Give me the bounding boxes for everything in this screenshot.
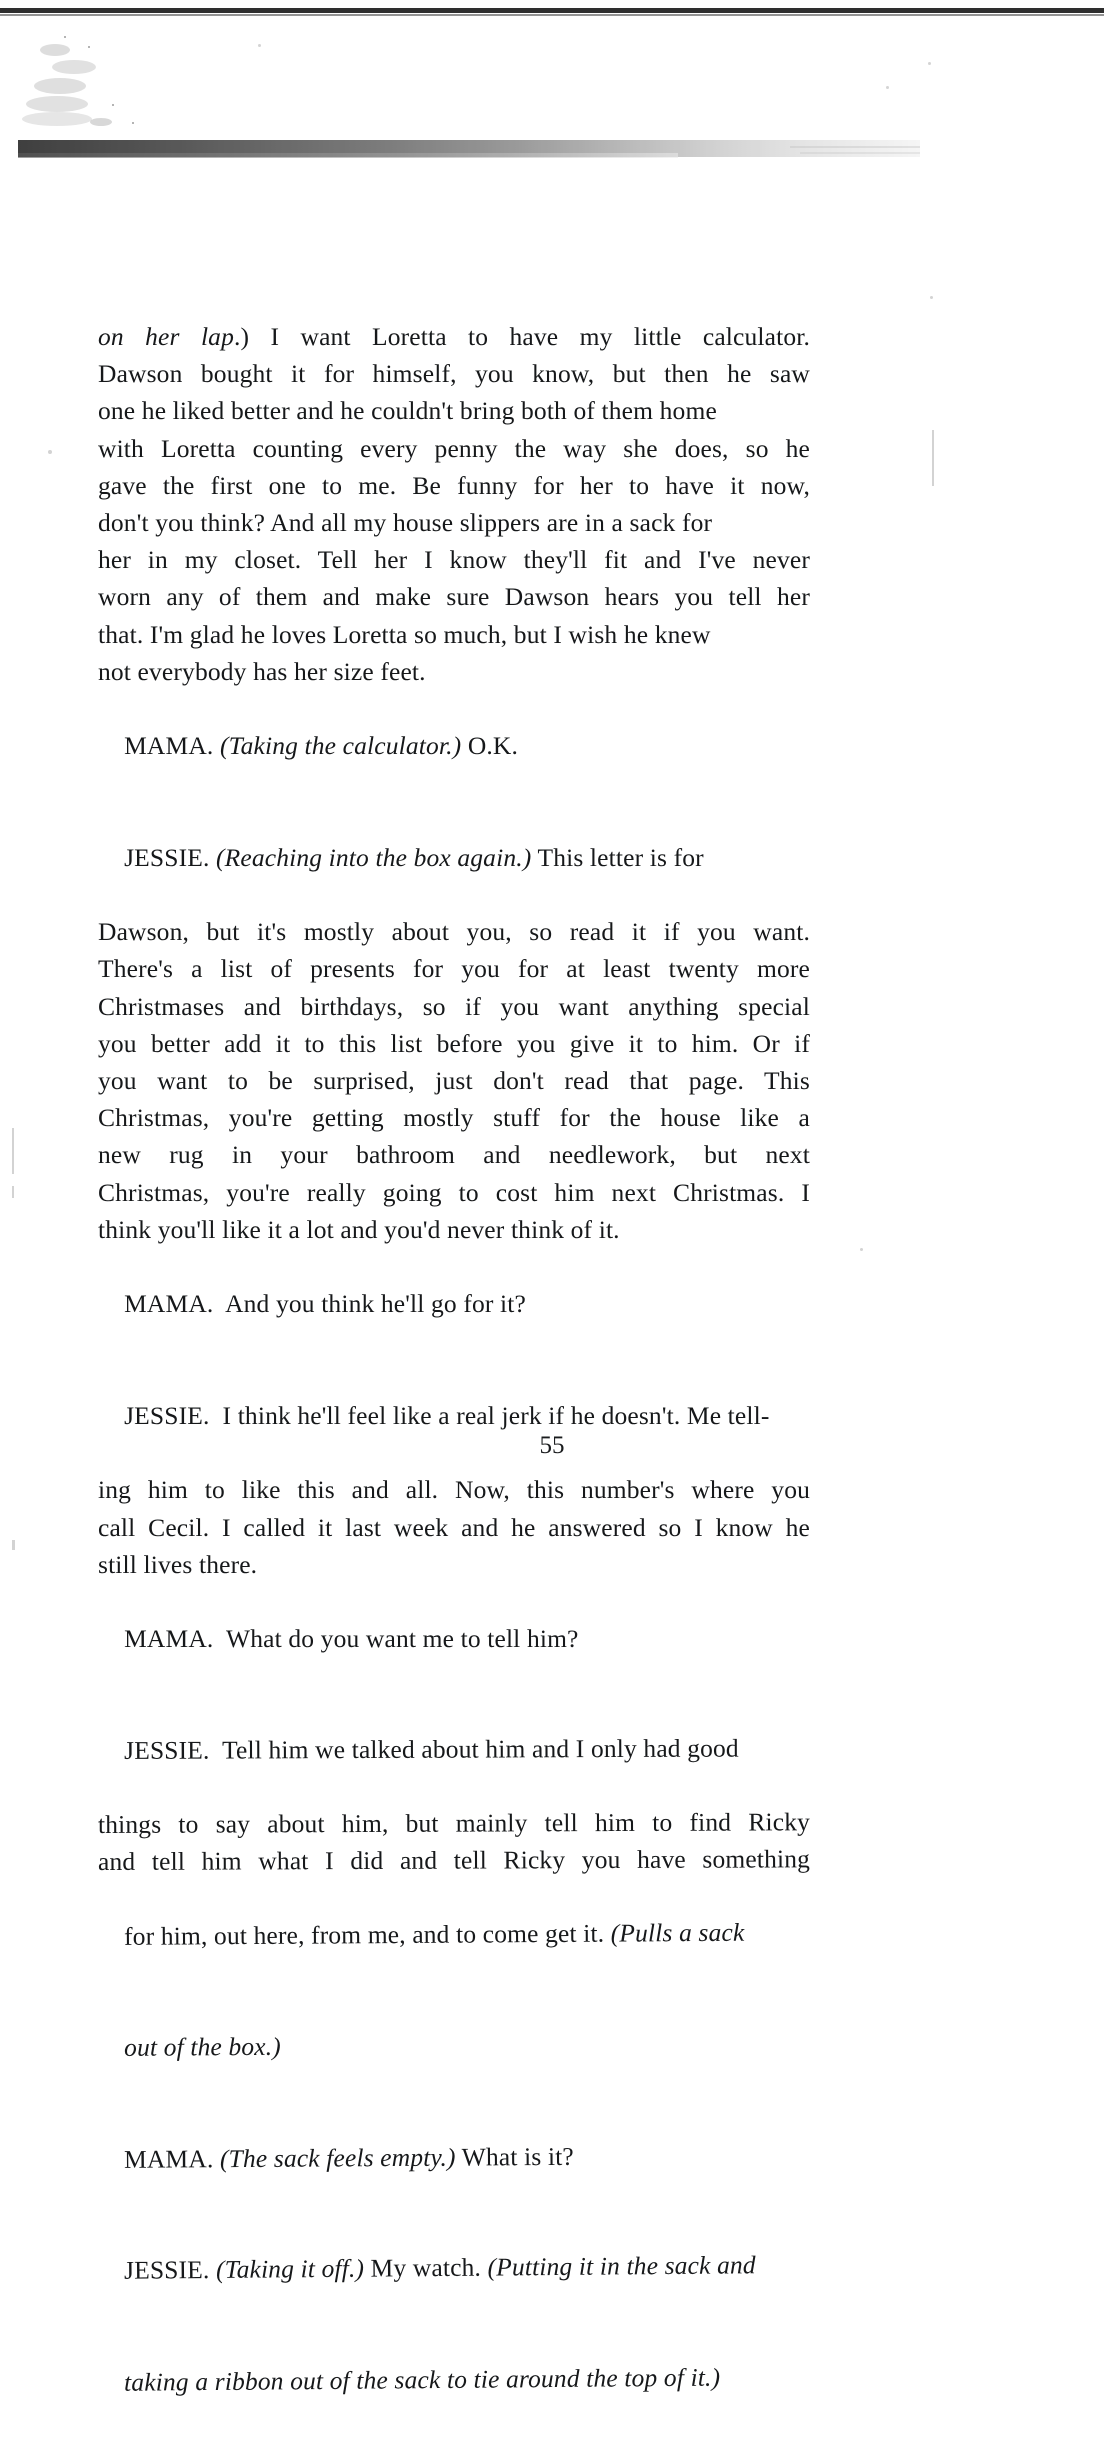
dialogue-text: And you think he'll go for it? [225, 1289, 526, 1319]
text-line: Christmas, you're really going to cost him next Christmas. I [98, 1177, 810, 1207]
text-line: Dawson bought it for himself, you know, but then he saw [98, 359, 810, 389]
dialogue-line [98, 2099, 811, 2215]
text-line [98, 318, 810, 355]
text-line: worn any of them and make sure Dawson hears you tell her [98, 582, 810, 612]
text-line: you better add it to this list before you give it to him. Or if [98, 1028, 810, 1058]
text-line: new rug in your bathroom and needlework, but next [98, 1140, 810, 1170]
text-line: with Loretta counting every penny the way she does, so he [98, 433, 810, 463]
speaker-name: MAMA. [124, 731, 214, 761]
scan-smudge [52, 60, 96, 74]
margin-speck [12, 1128, 14, 1174]
text-run: .) I want Loretta to have my little calculator. [233, 322, 810, 351]
text-line: Christmas, you're getting mostly stuff for the house like a [98, 1103, 810, 1133]
scan-speck [88, 46, 90, 48]
dialogue-text: This letter is for [537, 842, 704, 872]
margin-speck [12, 1540, 15, 1550]
speaker-name: JESSIE. [124, 842, 210, 872]
scan-edge-rule-secondary [0, 14, 1104, 16]
text-line: one he liked better and he couldn't bring both of them home [98, 396, 717, 426]
scan-edge-mark [800, 152, 920, 154]
text-run [209, 1735, 222, 1764]
dialogue-text: What is it? [461, 2141, 574, 2172]
stage-direction: (Putting it in the sack and [487, 2250, 756, 2283]
text-line: not everybody has her size feet. [98, 656, 426, 686]
text-line [98, 1876, 811, 1992]
stage-direction: (Taking it off.) [215, 2254, 365, 2285]
scan-edge-mark [790, 146, 920, 148]
margin-speck [930, 296, 933, 299]
dialogue-line [98, 1583, 810, 1695]
text-line: you want to be surprised, just don't read that page. This [98, 1066, 810, 1096]
dialogue-line [98, 690, 810, 802]
scan-edge-rule [0, 8, 1104, 13]
dialogue-line [98, 1692, 810, 1806]
dialogue-text: O.K. [467, 731, 519, 761]
dialogue-line [98, 2209, 811, 2327]
scan-artifact-layer [0, 0, 1104, 190]
scan-speck [132, 122, 134, 124]
speaker-name: JESSIE. [123, 2255, 210, 2286]
text-run: My watch. [363, 2253, 488, 2284]
dialogue-text: I think he'll feel like a real jerk if he doesn't. Me tell- [222, 1400, 770, 1430]
margin-speck [12, 1186, 14, 1198]
text-run [213, 1289, 225, 1318]
speaker-name: MAMA. [124, 1289, 214, 1319]
text-line: her in my closet. Tell her I know they'll fit and I've never [98, 545, 810, 575]
scan-dark-band [18, 140, 920, 157]
stage-direction: (The sack feels empty.) [219, 2142, 456, 2174]
text-run: for him, out here, from me, and to come get it. [124, 1918, 611, 1951]
margin-speck [860, 1248, 863, 1251]
dialogue-text: What do you want me to tell him? [226, 1624, 579, 1654]
scan-speck [64, 36, 66, 38]
page-text-block [98, 318, 810, 2439]
stage-direction: on her lap [98, 322, 234, 351]
text-line: don't you think? And all my house slippers are in a sack for [98, 508, 713, 538]
text-line: call Cecil. I called it last week and he answered so I know he [98, 1512, 810, 1542]
text-line: and tell him what I did and tell Ricky you have something [97, 1844, 811, 1877]
margin-speck [932, 430, 934, 486]
scan-smudge [34, 78, 86, 94]
scan-speck [112, 104, 114, 106]
stage-direction: (Taking the calculator.) [219, 731, 462, 761]
text-line: that. I'm glad he loves Loretta so much, but I wish he knew [98, 619, 711, 649]
stage-direction: taking a ribbon out of the sack to tie around the top of it.) [123, 2362, 721, 2397]
text-line: ing him to like this and all. Now, this number's where you [98, 1475, 810, 1505]
speaker-name: JESSIE. [124, 1400, 210, 1430]
scan-speck [258, 44, 261, 47]
scan-speck [886, 86, 889, 89]
text-line [98, 1987, 811, 2103]
dialogue-line [98, 802, 810, 914]
scan-speck [928, 62, 931, 65]
margin-speck [48, 450, 52, 454]
scan-smudge [22, 112, 92, 126]
scan-smudge [90, 118, 112, 126]
dialogue-line [98, 1248, 810, 1360]
stage-direction: out of the box.) [124, 2032, 281, 2063]
page-number: 55 [539, 1432, 565, 1459]
speaker-name: MAMA. [124, 1624, 214, 1654]
speaker-name: JESSIE. [124, 1735, 210, 1765]
text-line: Dawson, but it's mostly about you, so read it if you want. [98, 917, 810, 947]
text-line: still lives there. [98, 1549, 258, 1579]
text-run [209, 1401, 222, 1430]
scan-smudge [26, 96, 88, 112]
scan-smudge [40, 44, 70, 56]
speaker-name: MAMA. [124, 2144, 214, 2174]
text-line [98, 2321, 811, 2439]
dialogue-text: Tell him we talked about him and I only had good [222, 1733, 739, 1765]
stage-direction: (Pulls a sack [610, 1917, 745, 1948]
stage-direction: (Reaching into the box again.) [216, 842, 532, 872]
text-run [213, 1624, 226, 1653]
text-line: There's a list of presents for you for at least twenty more [98, 954, 810, 984]
text-line: things to say about him, but mainly tell him to find Ricky [97, 1807, 811, 1840]
text-line: think you'll like it a lot and you'd never think of it. [98, 1214, 620, 1244]
text-line: Christmases and birthdays, so if you want anything special [98, 991, 810, 1021]
text-line: gave the first one to me. Be funny for her to have it now, [98, 470, 810, 500]
